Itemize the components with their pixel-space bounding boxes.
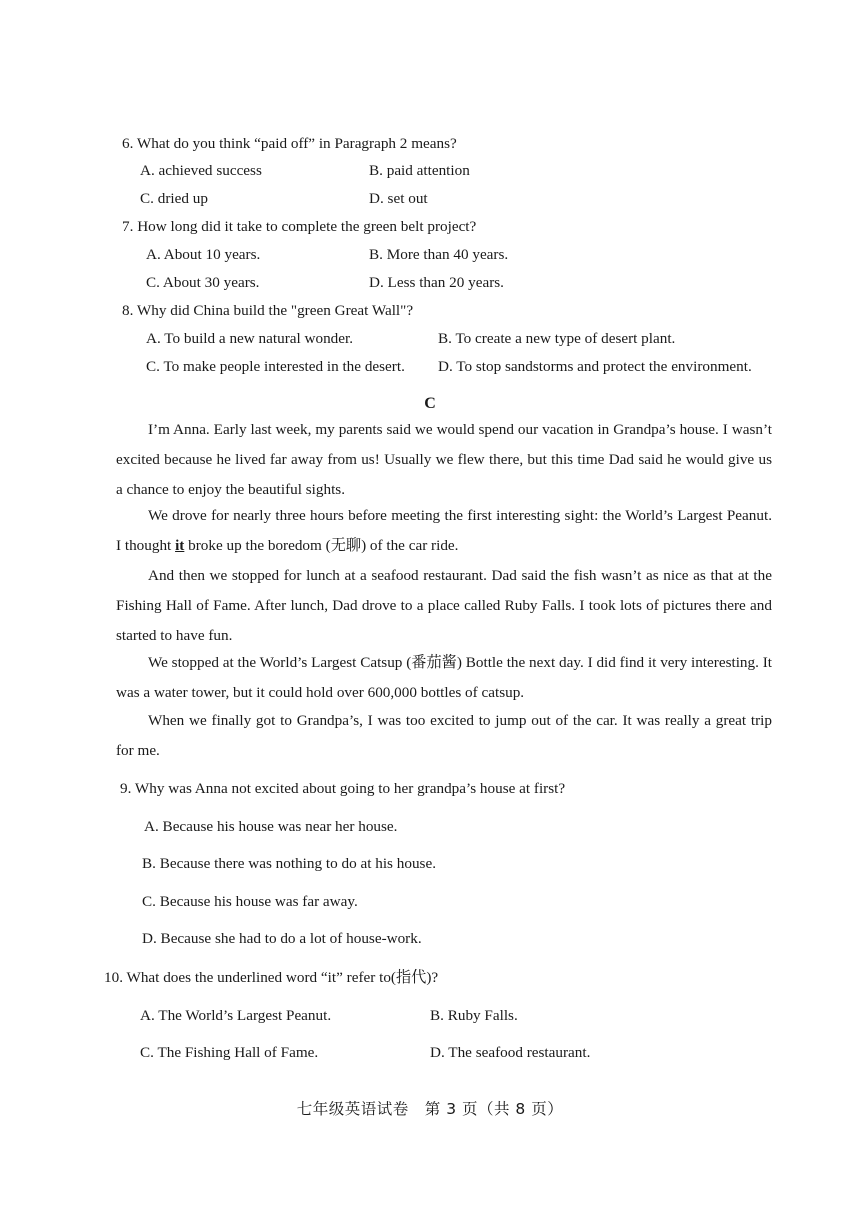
passage-paragraph-2-text-before: We drove for nearly three hours before meeting the first interesting sight: the World’s Largest Peanut. I thought (116, 507, 772, 554)
passage-paragraph-4-text: We stopped at the World’s Largest Catsup (番茄酱) Bottle the next day. I did find it very interesting. It was a water tower, but it could hold over 600,000 bottles of catsup. (116, 654, 772, 701)
question-7-option-d: D. Less than 20 years. (369, 274, 504, 291)
question-10-option-c: C. The Fishing Hall of Fame. (140, 1044, 319, 1061)
question-6-option-d: D. set out (369, 190, 428, 207)
underlined-word-it: it (175, 537, 185, 554)
passage-paragraph-5 (116, 706, 772, 766)
question-9-stem: 9. Why was Anna not excited about going to her grandpa’s house at first? (120, 780, 566, 797)
question-10-option-a: A. The World’s Largest Peanut. (140, 1007, 332, 1024)
question-6-option-b: B. paid attention (369, 162, 470, 179)
question-7-option-a: A. About 10 years. (146, 246, 261, 263)
question-6-stem: 6. What do you think “paid off” in Paragraph 2 means? (122, 135, 457, 152)
question-6-option-c: C. dried up (140, 190, 208, 207)
question-7-stem: 7. How long did it take to complete the green belt project? (122, 218, 477, 235)
passage-paragraph-1 (116, 415, 772, 505)
question-9-option-c: C. Because his house was far away. (142, 893, 358, 910)
question-8-option-d: D. To stop sandstorms and protect the environment. (438, 358, 752, 375)
passage-paragraph-3-text: And then we stopped for lunch at a seafood restaurant. Dad said the fish wasn’t as nice as that at the Fishing Hall of Fame. After lunch, Dad drove to a place called Ruby Falls. I took lots of pictures there and started to have fun. (116, 567, 772, 644)
passage-paragraph-3 (116, 561, 772, 651)
question-9-option-d: D. Because she had to do a lot of house-work. (142, 930, 422, 947)
passage-paragraph-2 (116, 501, 772, 561)
passage-paragraph-4 (116, 648, 772, 708)
question-7-option-b: B. More than 40 years. (369, 246, 509, 263)
section-c-heading: C (424, 395, 436, 412)
question-8-stem: 8. Why did China build the "green Great Wall"? (122, 302, 414, 319)
question-7-option-c: C. About 30 years. (146, 274, 260, 291)
question-8-option-c: C. To make people interested in the desert. (146, 358, 405, 375)
question-8-option-b: B. To create a new type of desert plant. (438, 330, 676, 347)
question-10-option-d: D. The seafood restaurant. (430, 1044, 591, 1061)
question-10-stem: 10. What does the underlined word “it” refer to(指代)? (104, 969, 439, 986)
question-10-option-b: B. Ruby Falls. (430, 1007, 518, 1024)
passage-paragraph-1-text: I’m Anna. Early last week, my parents said we would spend our vacation in Grandpa’s house. I wasn’t excited because he lived far away from us! Usually we flew there, but this time Dad said he would give us a chance to enjoy the beautiful sights. (116, 421, 772, 498)
question-8-option-a: A. To build a new natural wonder. (146, 330, 354, 347)
page-footer: 七年级英语试卷 第 3 页（共 8 页） (296, 1100, 564, 1118)
question-9-option-b: B. Because there was nothing to do at his house. (142, 855, 436, 872)
passage-paragraph-2-text-after: broke up the boredom (无聊) of the car ride. (184, 537, 459, 554)
question-9-option-a: A. Because his house was near her house. (144, 818, 398, 835)
passage-paragraph-5-text: When we finally got to Grandpa’s, I was too excited to jump out of the car. It was really a great trip for me. (116, 712, 772, 759)
question-6-option-a: A. achieved success (140, 162, 262, 179)
